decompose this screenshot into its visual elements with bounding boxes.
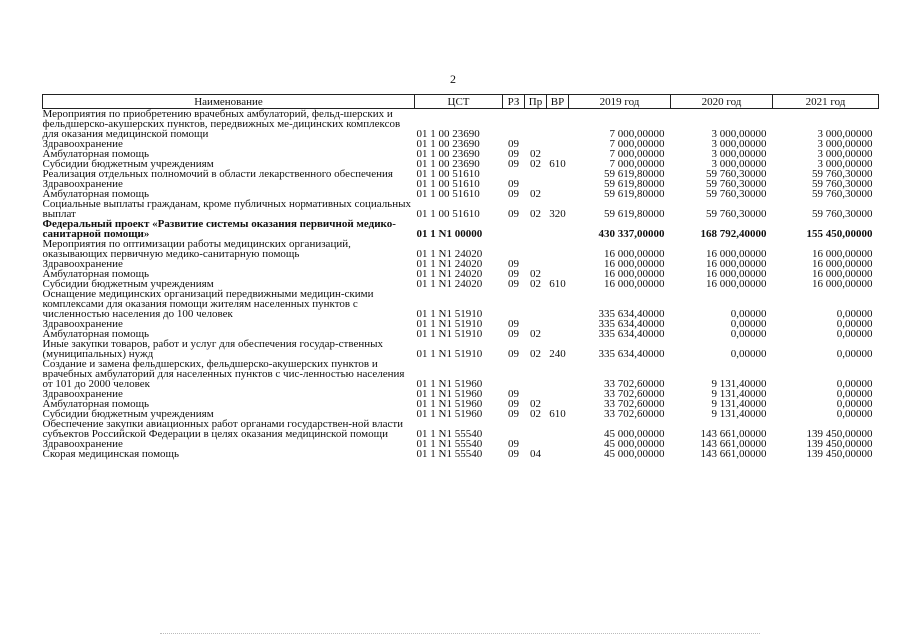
- cell-2021: 0,00000: [836, 308, 873, 320]
- cell-pr: 02: [530, 398, 541, 410]
- cell-2020: 0,00000: [730, 328, 767, 340]
- cell-2019: 33 702,60000: [604, 378, 665, 390]
- table-row: [43, 289, 879, 319]
- cell-2019: 335 634,40000: [598, 328, 665, 340]
- cell-pr: 02: [530, 268, 541, 280]
- cell-2021: 139 450,00000: [806, 438, 873, 450]
- cell-cst: 01 1 00 51610: [416, 208, 480, 220]
- header-pr: Пр: [525, 95, 547, 109]
- cell-rz: 09: [508, 188, 519, 200]
- cell-2021: 59 760,30000: [812, 208, 873, 220]
- cell-2019: 335 634,40000: [598, 308, 665, 320]
- cell-cst: 01 1 N1 51960: [416, 398, 483, 410]
- cell-2020: 16 000,00000: [706, 258, 767, 270]
- cell-2021: 3 000,00000: [817, 148, 873, 160]
- cell-2019: 45 000,00000: [604, 428, 665, 440]
- table-row: [43, 199, 879, 219]
- cell-2020: 16 000,00000: [706, 278, 767, 290]
- cell-2019: 59 619,80000: [604, 208, 665, 220]
- cell-rz: 09: [508, 448, 519, 460]
- cell-rz: 09: [508, 258, 519, 270]
- cell-rz: 09: [508, 268, 519, 280]
- budget-table: [42, 94, 879, 459]
- cell-cst: 01 1 N1 55540: [416, 428, 483, 440]
- cell-pr: 02: [530, 408, 541, 420]
- cell-vr: [547, 289, 569, 319]
- cell-2020: 9 131,40000: [711, 388, 767, 400]
- cell-pr: 02: [530, 278, 541, 290]
- cell-vr: [547, 439, 569, 449]
- cell-2021: 0,00000: [836, 388, 873, 400]
- cell-cst: 01 1 N1 51960: [416, 388, 483, 400]
- cell-pr: 02: [530, 148, 541, 160]
- cell-2021: 3 000,00000: [817, 128, 873, 140]
- header-rz: РЗ: [503, 95, 525, 109]
- cell-2019: 7 000,00000: [609, 128, 665, 140]
- cell-2020: 143 661,00000: [700, 428, 767, 440]
- cell-pr: [525, 239, 547, 259]
- cell-cst: 01 1 N1 51910: [416, 328, 483, 340]
- cell-2019: 7 000,00000: [609, 158, 665, 170]
- cell-rz: 09: [508, 318, 519, 330]
- cell-vr: [547, 359, 569, 389]
- cell-name: Социальные выплаты гражданам, кроме публичных нормативных социальных выплат: [42, 198, 411, 220]
- cell-rz: 09: [508, 388, 519, 400]
- header-2020: 2020 год: [671, 95, 773, 109]
- cell-vr: 320: [549, 208, 566, 220]
- cell-cst: 01 1 N1 24020: [416, 258, 483, 270]
- header-cst: ЦСТ: [415, 95, 503, 109]
- cell-name: Здравоохранение: [42, 258, 123, 270]
- cell-cst: 01 1 00 23690: [416, 158, 480, 170]
- table-row: [43, 339, 879, 359]
- cell-rz: 09: [508, 138, 519, 150]
- table-header: [43, 95, 879, 109]
- cell-cst: 01 1 00 23690: [416, 128, 480, 140]
- page-number: 2: [450, 72, 456, 86]
- cell-2020: 9 131,40000: [711, 408, 767, 420]
- cell-name: Здравоохранение: [42, 318, 123, 330]
- cell-2020: 0,00000: [730, 308, 767, 320]
- cell-rz: [503, 239, 525, 259]
- cell-pr: 04: [530, 448, 541, 460]
- cell-cst: 01 1 N1 55540: [416, 438, 483, 450]
- cell-pr: 02: [530, 158, 541, 170]
- cell-2021: 0,00000: [836, 328, 873, 340]
- cell-2021: 139 450,00000: [806, 428, 873, 440]
- cell-vr: [547, 109, 569, 140]
- cell-vr: [547, 419, 569, 439]
- cell-rz: [503, 109, 525, 140]
- cell-rz: [503, 289, 525, 319]
- cell-vr: [547, 169, 569, 179]
- cell-cst: 01 1 N1 51960: [416, 378, 483, 390]
- cell-pr: [525, 359, 547, 389]
- cell-vr: [547, 219, 569, 239]
- cell-cst: 01 1 N1 51910: [416, 318, 483, 330]
- cell-pr: [525, 219, 547, 239]
- cell-2021: 16 000,00000: [812, 258, 873, 270]
- cell-name: Здравоохранение: [42, 438, 123, 450]
- cell-2020: 168 792,40000: [700, 228, 767, 240]
- cell-rz: [503, 359, 525, 389]
- cell-vr: [547, 179, 569, 189]
- cell-2019: 59 619,80000: [604, 188, 665, 200]
- cell-pr: 02: [530, 328, 541, 340]
- cell-name: Здравоохранение: [42, 178, 123, 190]
- cell-2020: 0,00000: [730, 318, 767, 330]
- cell-vr: [547, 329, 569, 339]
- cell-rz: 09: [508, 348, 519, 360]
- cell-name: Амбулаторная помощь: [42, 328, 150, 340]
- cell-2019: 33 702,60000: [604, 408, 665, 420]
- cell-name: Субсидии бюджетным учреждениям: [42, 278, 214, 290]
- cell-2020: 3 000,00000: [711, 138, 767, 150]
- cell-2021: 59 760,30000: [812, 188, 873, 200]
- cell-rz: 09: [508, 278, 519, 290]
- table-row: [43, 109, 879, 140]
- cell-2019: 16 000,00000: [604, 248, 665, 260]
- cell-cst: 01 1 N1 51960: [416, 408, 483, 420]
- cell-pr: 02: [530, 188, 541, 200]
- cell-2020: 143 661,00000: [700, 448, 767, 460]
- cell-2020: 16 000,00000: [706, 268, 767, 280]
- cell-2020: 59 760,30000: [706, 168, 767, 180]
- cell-vr: [547, 239, 569, 259]
- cell-name: Оснащение медицинских организаций передвижными медицин-скими комплексами для оказания помощи жителям населенных пунктов с численностью населения до 100 человек: [42, 288, 374, 320]
- cell-2021: 16 000,00000: [812, 278, 873, 290]
- cell-name: Федеральный проект «Развитие системы оказания первичной медико-санитарной помощи»: [42, 218, 396, 240]
- cell-name: Создание и замена фельдшерских, фельдшерско-акушерских пунктов и врачебных амбулаторий для населенных пунктов с чис-ленностью населения от 101 до 2000 человек: [42, 358, 405, 390]
- cell-name: Иные закупки товаров, работ и услуг для обеспечения государ-ственных (муниципальных) нужд: [42, 338, 384, 360]
- cell-cst: 01 1 00 51610: [416, 178, 480, 190]
- cell-2019: 59 619,80000: [604, 178, 665, 190]
- cell-vr: 610: [549, 408, 566, 420]
- cell-rz: [503, 419, 525, 439]
- table-row: [43, 239, 879, 259]
- cell-2021: 0,00000: [836, 348, 873, 360]
- header-2021: 2021 год: [773, 95, 879, 109]
- cell-vr: [547, 389, 569, 399]
- cell-2019: 16 000,00000: [604, 268, 665, 280]
- cell-name: Реализация отдельных полномочий в области лекарственного обеспечения: [42, 168, 393, 180]
- cell-rz: 09: [508, 408, 519, 420]
- cell-2019: 33 702,60000: [604, 388, 665, 400]
- cell-name: Обеспечение закупки авиационных работ органами государствен-ной власти субъектов Российской Федерации в целях оказания медицинской помощи: [42, 418, 404, 440]
- cell-cst: 01 1 00 23690: [416, 138, 480, 150]
- cell-2019: 33 702,60000: [604, 398, 665, 410]
- cell-2020: 3 000,00000: [711, 128, 767, 140]
- cell-2021: 3 000,00000: [817, 138, 873, 150]
- cell-rz: 09: [508, 148, 519, 160]
- cell-2019: 45 000,00000: [604, 438, 665, 450]
- cell-vr: [547, 449, 569, 459]
- cell-2021: 16 000,00000: [812, 248, 873, 260]
- scan-artifact: [160, 633, 760, 635]
- table-row: [43, 419, 879, 439]
- cell-2021: 155 450,00000: [806, 228, 873, 240]
- cell-vr: [547, 259, 569, 269]
- cell-2019: 335 634,40000: [598, 348, 665, 360]
- cell-pr: 02: [530, 348, 541, 360]
- cell-2020: 9 131,40000: [711, 378, 767, 390]
- cell-name: Здравоохранение: [42, 138, 123, 150]
- cell-2019: 7 000,00000: [609, 148, 665, 160]
- cell-pr: [525, 289, 547, 319]
- cell-name: Скорая медицинская помощь: [42, 448, 180, 460]
- cell-rz: [503, 219, 525, 239]
- cell-rz: 09: [508, 158, 519, 170]
- cell-cst: 01 1 00 51610: [416, 188, 480, 200]
- table-row: [43, 449, 879, 459]
- cell-2019: 335 634,40000: [598, 318, 665, 330]
- cell-2021: 59 760,30000: [812, 168, 873, 180]
- cell-pr: [525, 169, 547, 179]
- table-row: [43, 219, 879, 239]
- cell-name: Амбулаторная помощь: [42, 148, 150, 160]
- cell-cst: 01 1 N1 24020: [416, 268, 483, 280]
- cell-name: Амбулаторная помощь: [42, 398, 150, 410]
- cell-rz: 09: [508, 208, 519, 220]
- cell-2021: 16 000,00000: [812, 268, 873, 280]
- cell-2020: 9 131,40000: [711, 398, 767, 410]
- cell-vr: [547, 319, 569, 329]
- cell-vr: 610: [549, 158, 566, 170]
- cell-2020: 59 760,30000: [706, 178, 767, 190]
- cell-2020: 59 760,30000: [706, 208, 767, 220]
- cell-2020: 3 000,00000: [711, 158, 767, 170]
- cell-rz: 09: [508, 438, 519, 450]
- cell-rz: 09: [508, 398, 519, 410]
- cell-cst: 01 1 00 51610: [416, 168, 480, 180]
- header-2019: 2019 год: [569, 95, 671, 109]
- cell-name: Субсидии бюджетным учреждениям: [42, 158, 214, 170]
- cell-2019: 16 000,00000: [604, 278, 665, 290]
- cell-vr: 240: [549, 348, 566, 360]
- cell-pr: 02: [530, 208, 541, 220]
- cell-2021: 0,00000: [836, 318, 873, 330]
- cell-cst: 01 1 N1 00000: [416, 228, 483, 240]
- cell-2019: 59 619,80000: [604, 168, 665, 180]
- cell-2021: 0,00000: [836, 408, 873, 420]
- table-row: [43, 359, 879, 389]
- cell-2021: 0,00000: [836, 398, 873, 410]
- cell-2020: 0,00000: [730, 348, 767, 360]
- cell-2020: 59 760,30000: [706, 188, 767, 200]
- header-vr: ВР: [547, 95, 569, 109]
- cell-rz: 09: [508, 178, 519, 190]
- cell-vr: 610: [549, 278, 566, 290]
- cell-2021: 3 000,00000: [817, 158, 873, 170]
- header-name: Наименование: [43, 95, 415, 109]
- cell-2020: 3 000,00000: [711, 148, 767, 160]
- cell-2021: 0,00000: [836, 378, 873, 390]
- cell-name: Субсидии бюджетным учреждениям: [42, 408, 214, 420]
- cell-cst: 01 1 N1 51910: [416, 308, 483, 320]
- cell-name: Амбулаторная помощь: [42, 268, 150, 280]
- cell-cst: 01 1 00 23690: [416, 148, 480, 160]
- cell-name: Мероприятия по приобретению врачебных амбулаторий, фельд-шерских и фельдшерско-акушерских пунктов, передвижных ме-дицинских комплексов для оказания медицинской помощи: [42, 108, 401, 140]
- cell-vr: [547, 189, 569, 199]
- cell-pr: [525, 419, 547, 439]
- cell-2019: 16 000,00000: [604, 258, 665, 270]
- cell-2020: 143 661,00000: [700, 438, 767, 450]
- cell-name: Мероприятия по оптимизации работы медицинских организаций, оказывающих первичную медико-санитарную помощь: [42, 238, 351, 260]
- cell-pr: [525, 109, 547, 140]
- cell-cst: 01 1 N1 51910: [416, 348, 483, 360]
- cell-name: Здравоохранение: [42, 388, 123, 400]
- cell-cst: 01 1 N1 24020: [416, 278, 483, 290]
- cell-cst: 01 1 N1 24020: [416, 248, 483, 260]
- cell-2019: 45 000,00000: [604, 448, 665, 460]
- cell-2020: 16 000,00000: [706, 248, 767, 260]
- cell-2019: 430 337,00000: [598, 228, 665, 240]
- cell-vr: [547, 139, 569, 149]
- cell-cst: 01 1 N1 55540: [416, 448, 483, 460]
- cell-2021: 59 760,30000: [812, 178, 873, 190]
- cell-rz: 09: [508, 328, 519, 340]
- cell-name: Амбулаторная помощь: [42, 188, 150, 200]
- cell-2019: 7 000,00000: [609, 138, 665, 150]
- table-body: [43, 109, 879, 460]
- cell-2021: 139 450,00000: [806, 448, 873, 460]
